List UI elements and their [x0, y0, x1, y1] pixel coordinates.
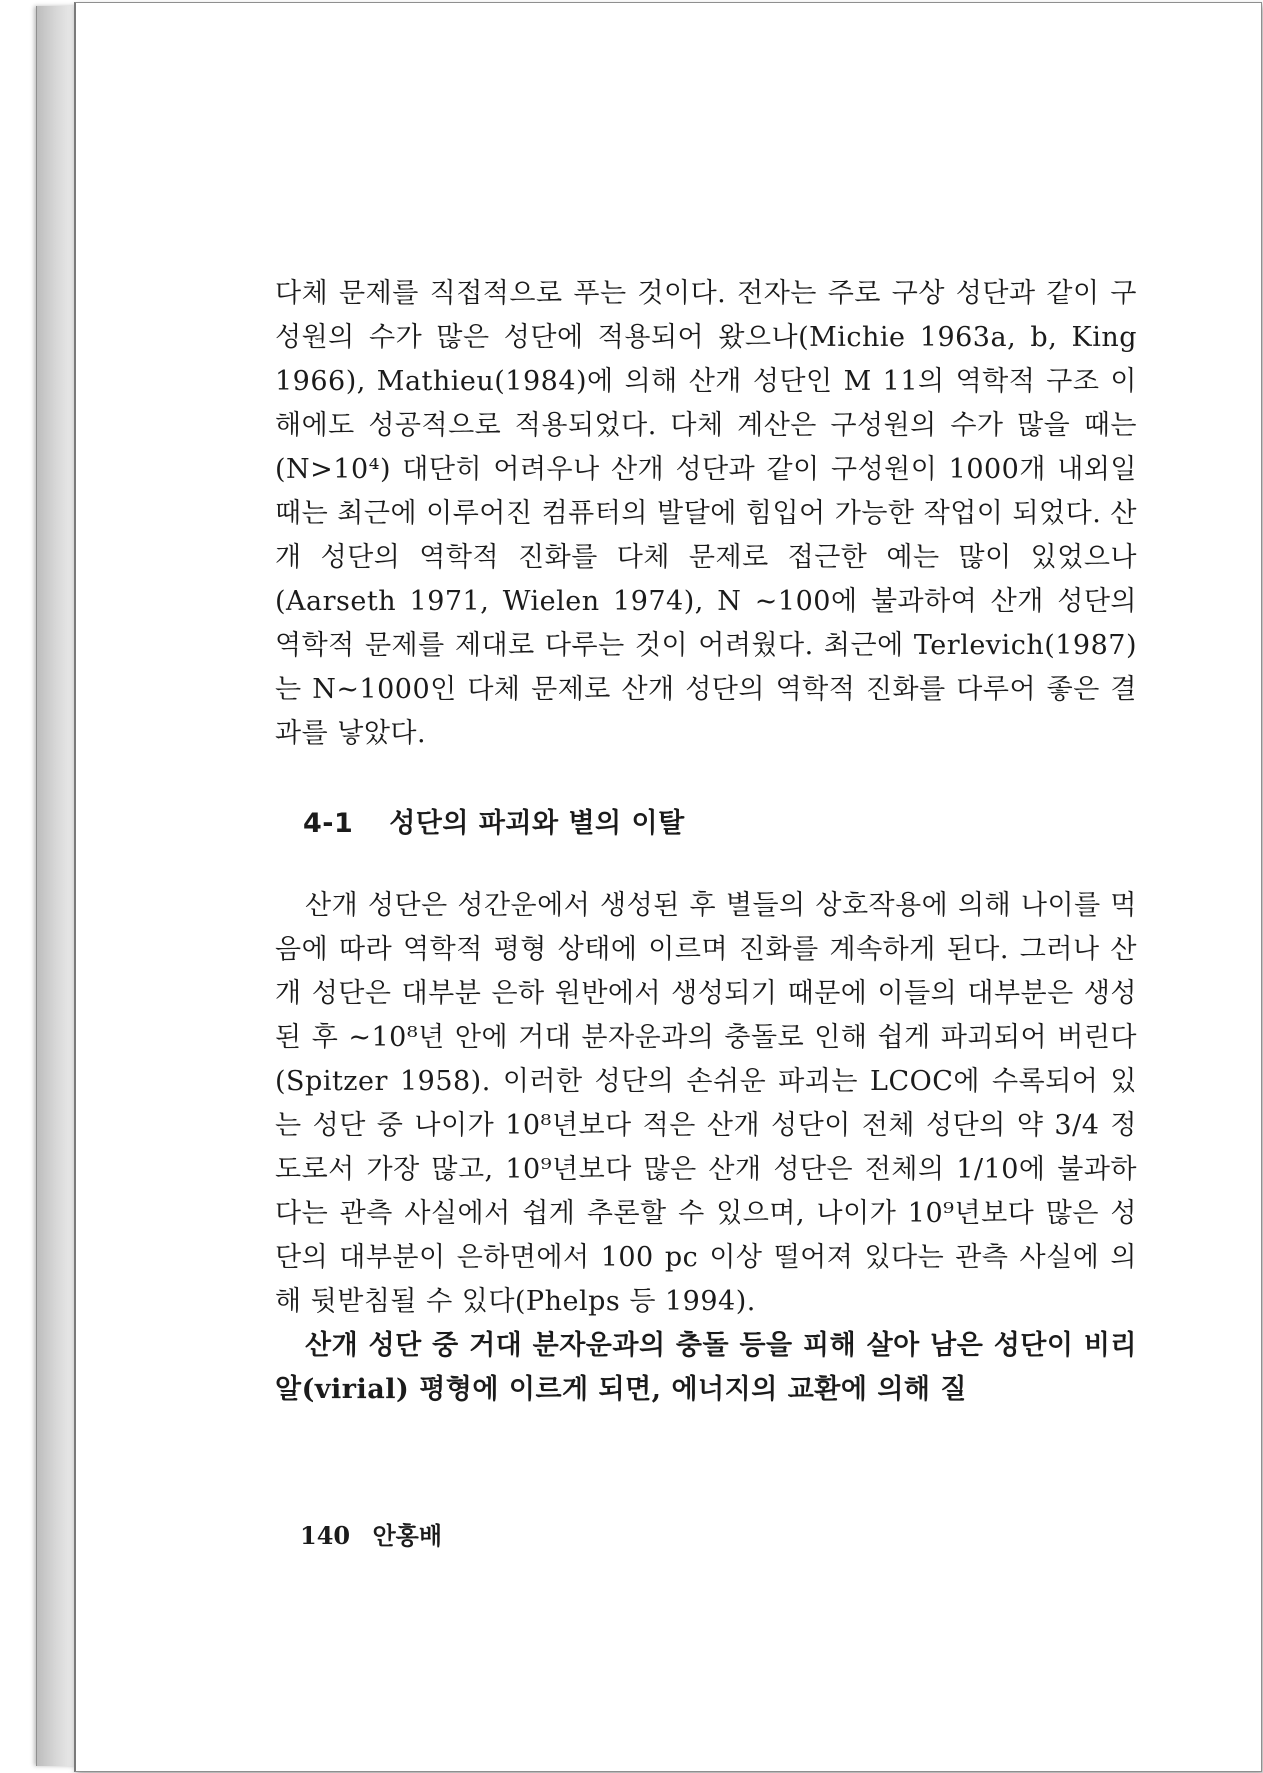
- paragraph-destruction: 산개 성단은 성간운에서 생성된 후 별들의 상호작용에 의해 나이를 먹음에 따라 역학적 평형 상태에 이르며 진화를 계속하게 된다. 그러나 산개 성단은 대부분 은하 원반에서 생성되기 때문에 이들의 대부분은 생성된 후 ~10⁸년 안에 거대 분자운과의 충돌로 인해 쉽게 파괴되어 버린다(Spitzer 1958). 이러한 성단의 손쉬운 파괴는 LCOC에 수록되어 있는 성단 중 나이가 10⁸년보다 적은 산개 성단이 전체 성단의 약 3/4 정도로서 가장 많고, 10⁹년보다 많은 산개 성단은 전체의 1/10에 불과하다는 관측 사실에서 쉽게 추론할 수 있으며, 나이가 10⁹년보다 많은 성단의 대부분이 은하면에서 100 pc 이상 떨어져 있다는 관측 사실에 의해 뒷받침될 수 있다(Phelps 등 1994).: [275, 890, 1137, 1317]
- page-number: 140: [300, 1521, 351, 1550]
- paragraph-virial: 산개 성단 중 거대 분자운과의 충돌 등을 피해 살아 남은 성단이 비리알(virial) 평형에 이르게 되면, 에너지의 교환에 의해 질: [275, 1330, 1137, 1405]
- page-body: [275, 272, 1137, 1412]
- section-number: 4-1: [303, 808, 354, 839]
- section-title: 성단의 파괴와 별의 이탈: [389, 808, 685, 839]
- page-footer: [300, 1520, 442, 1552]
- paragraph-intro: 다체 문제를 직접적으로 푸는 것이다. 전자는 주로 구상 성단과 같이 구성원의 수가 많은 성단에 적용되어 왔으나(Michie 1963a, b, King 1966), Mathieu(1984)에 의해 산개 성단인 M 11의 역학적 구조 이해에도 성공적으로 적용되었다. 다체 계산은 구성원의 수가 많을 때는(N>10⁴) 대단히 어려우나 산개 성단과 같이 구성원이 1000개 내외일 때는 최근에 이루어진 컴퓨터의 발달에 힘입어 가능한 작업이 되었다. 산개 성단의 역학적 진화를 다체 문제로 접근한 예는 많이 있었으나(Aarseth 1971, Wielen 1974), N ~100에 불과하여 산개 성단의 역학적 문제를 제대로 다루는 것이 어려웠다. 최근에 Terlevich(1987)는 N~1000인 다체 문제로 산개 성단의 역학적 진화를 다루어 좋은 결과를 낳았다.: [275, 278, 1137, 749]
- running-author: 안홍배: [372, 1521, 443, 1550]
- section-heading: [303, 802, 1137, 846]
- book-spine: [36, 6, 77, 1766]
